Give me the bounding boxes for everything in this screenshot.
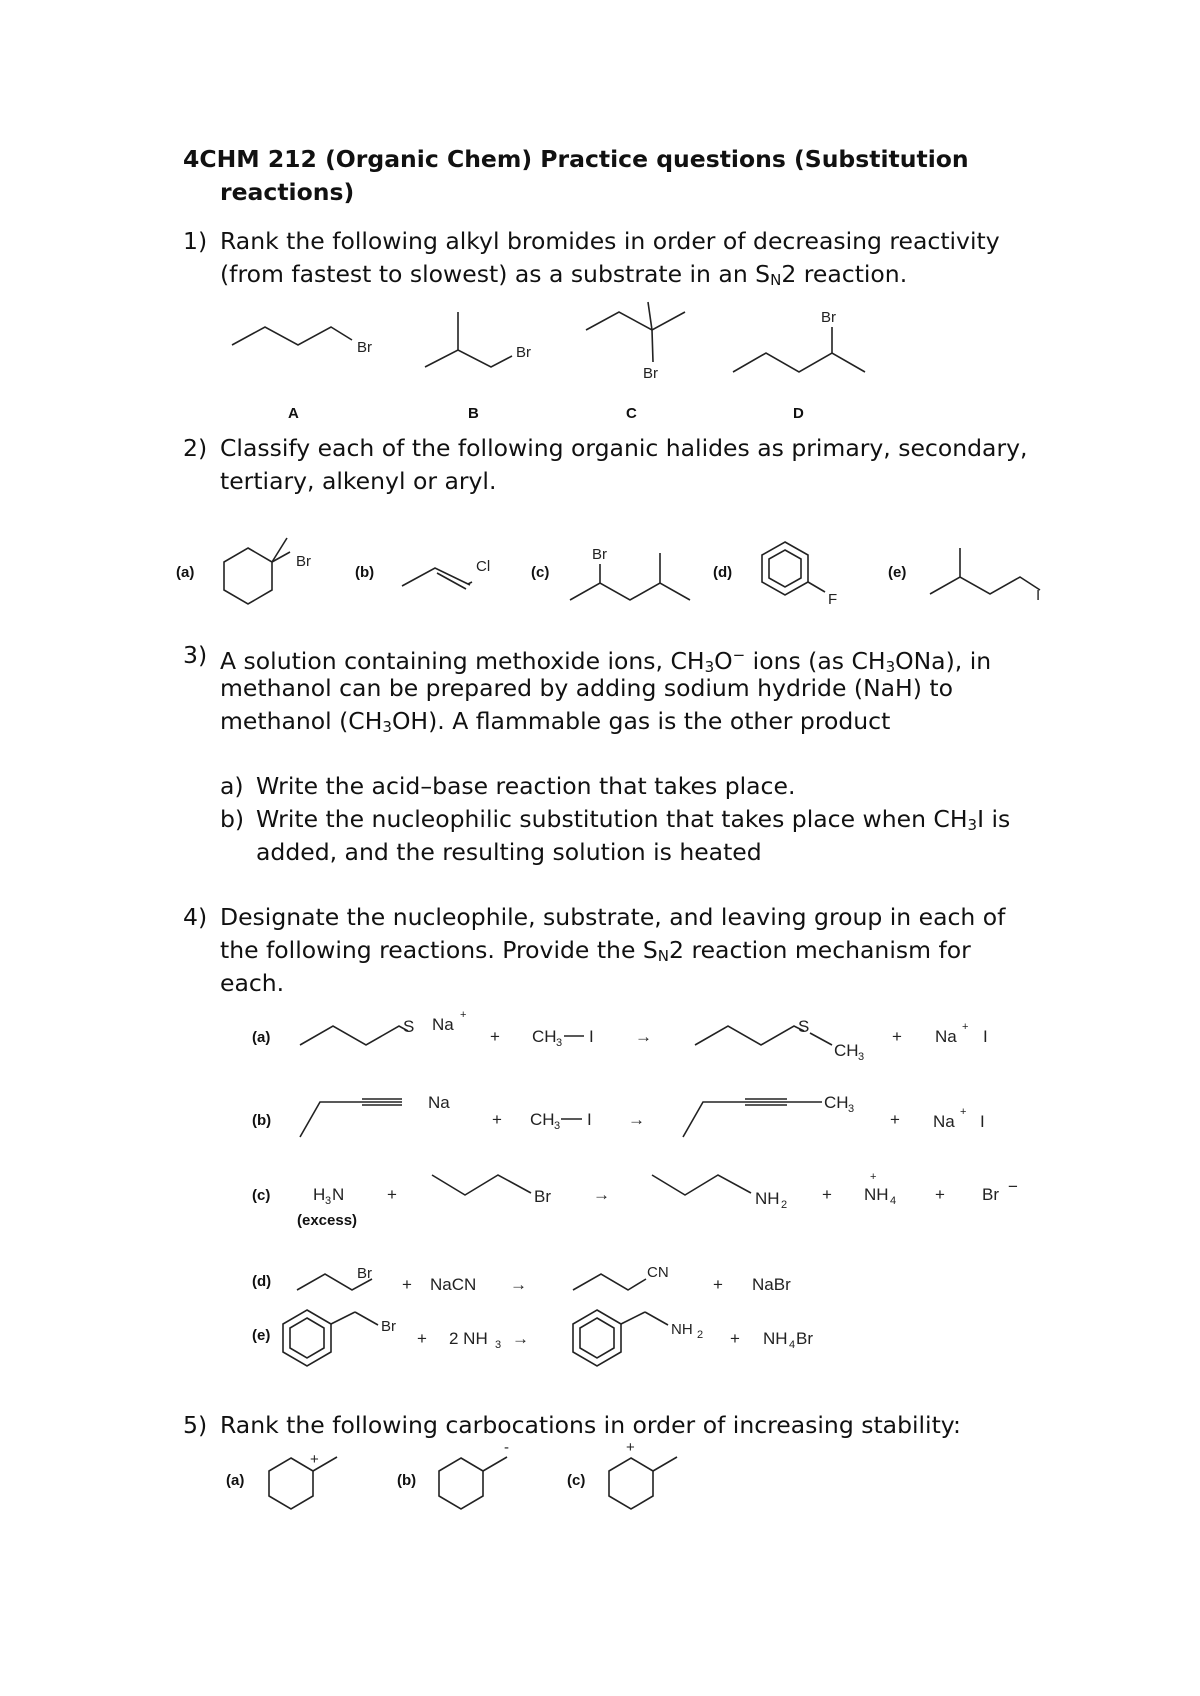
q4c-ammonia: H xyxy=(313,1185,326,1204)
q1-a-br: Br xyxy=(357,339,372,356)
q4b-plus-2: + xyxy=(890,1110,900,1129)
svg-text:2: 2 xyxy=(781,1199,788,1211)
q4-text-line1: Designate the nucleophile, substrate, and leaving group in each of xyxy=(220,903,1006,931)
svg-text:3: 3 xyxy=(325,1195,332,1207)
q4a-ch3: CH xyxy=(532,1027,557,1046)
q4d-arrow: → xyxy=(510,1275,527,1294)
q1-label-d: D xyxy=(793,405,804,422)
q4a-sodium: Na xyxy=(432,1015,454,1034)
q2-structure-b xyxy=(355,558,490,589)
svg-text:3: 3 xyxy=(556,1037,563,1049)
svg-text:2: 2 xyxy=(697,1329,704,1341)
q4-label-d: (d) xyxy=(252,1273,272,1290)
q1-c-br: Br xyxy=(643,365,658,382)
q4a-sulfur: S xyxy=(403,1017,415,1036)
q3a-text: Write the acid–base reaction that takes place. xyxy=(256,772,796,800)
svg-text:3: 3 xyxy=(554,1120,561,1132)
q1-text-line2: (from fastest to slowest) as a substrate in an $S_N2$ reaction. xyxy=(220,260,908,289)
page-title-cont: reactions) xyxy=(220,178,355,206)
q5-label-a: (a) xyxy=(226,1472,245,1489)
q4e-nh3: 2 NH xyxy=(449,1329,488,1348)
svg-text:+: + xyxy=(460,1009,467,1021)
svg-text:Br: Br xyxy=(796,1329,813,1348)
q5-structure-c xyxy=(567,1439,677,1509)
q4d-nabr: NaBr xyxy=(752,1275,791,1294)
q1-b-br: Br xyxy=(516,344,531,361)
q4a-plus-2: + xyxy=(892,1027,902,1046)
svg-text:NH: NH xyxy=(755,1189,780,1208)
q2-text-line1: Classify each of the following organic halides as primary, secondary, xyxy=(220,434,1028,462)
q2-a-br: Br xyxy=(296,553,311,570)
q1-number: 1) xyxy=(183,227,208,255)
q3-text-line3: methanol $(CH_3OH)$. A flammable gas is the other product xyxy=(220,707,891,736)
q5-structure-a xyxy=(226,1451,337,1509)
svg-text:CH: CH xyxy=(530,1110,555,1129)
q4a-iodide: I xyxy=(589,1027,594,1046)
svg-text:+: + xyxy=(960,1106,967,1118)
q2-label-c: (c) xyxy=(531,564,550,581)
q3-number: 3) xyxy=(183,641,208,669)
q4-reaction-e xyxy=(252,1310,813,1366)
q4e-plus-2: + xyxy=(730,1329,740,1348)
svg-text:CH: CH xyxy=(834,1041,859,1060)
q5-text-line1: Rank the following carbocations in order of increasing stability: xyxy=(220,1411,961,1439)
q5-a-charge: + xyxy=(310,1451,319,1468)
q2-structure-c xyxy=(531,546,690,600)
svg-text:Na: Na xyxy=(935,1027,957,1046)
q4-label-b: (b) xyxy=(252,1112,272,1129)
q4-label-a: (a) xyxy=(252,1029,271,1046)
q4a-plus-1: + xyxy=(490,1027,500,1046)
q5-structure-b xyxy=(397,1439,509,1509)
svg-text:3: 3 xyxy=(858,1051,865,1063)
q1-d-br: Br xyxy=(821,309,836,326)
q4c-arrow: → xyxy=(593,1185,610,1204)
q2-label-d: (d) xyxy=(713,564,733,581)
svg-text:CN: CN xyxy=(647,1264,669,1281)
q4c-excess: (excess) xyxy=(297,1212,358,1229)
q4-reaction-d xyxy=(252,1264,791,1294)
svg-text:S: S xyxy=(798,1017,810,1036)
q4-reaction-a xyxy=(252,1009,988,1063)
q4b-sodium: Na xyxy=(428,1093,450,1112)
q5-b-charge: - xyxy=(504,1439,509,1456)
q4-label-c: (c) xyxy=(252,1187,271,1204)
q4c-plus-1: + xyxy=(387,1185,397,1204)
q2-c-br: Br xyxy=(592,546,607,563)
q2-structure-a xyxy=(176,538,311,604)
q2-text-line2: tertiary, alkenyl or aryl. xyxy=(220,467,497,495)
svg-text:Na: Na xyxy=(933,1112,955,1131)
svg-text:NH: NH xyxy=(671,1321,693,1338)
q3a-label: a) xyxy=(220,772,244,800)
svg-text:3: 3 xyxy=(495,1339,502,1351)
svg-text:CH: CH xyxy=(824,1093,849,1112)
q2-label-e: (e) xyxy=(888,564,907,581)
q1-structure-d xyxy=(733,309,865,422)
q1-label-a: A xyxy=(288,405,299,422)
q2-label-b: (b) xyxy=(355,564,375,581)
q4e-arrow: → xyxy=(512,1329,529,1348)
q3-text-line2: methanol can be prepared by adding sodium hydride (NaH) to xyxy=(220,674,953,702)
q1-label-b: B xyxy=(468,405,479,422)
q4d-plus-2: + xyxy=(713,1275,723,1294)
q2-b-cl: Cl xyxy=(476,558,491,575)
q3b-label: b) xyxy=(220,805,245,833)
svg-text:4: 4 xyxy=(789,1339,796,1351)
q5-number: 5) xyxy=(183,1411,208,1439)
q2-d-f: F xyxy=(828,591,838,608)
q4-number: 4) xyxy=(183,903,208,931)
q4c-plus-2: + xyxy=(822,1185,832,1204)
q4-reaction-b xyxy=(252,1093,985,1137)
q4-text-line2: the following reactions. Provide the $S_N2$ reaction mechanism for xyxy=(220,936,971,965)
q3b-text: Write the nucleophilic substitution that takes place when $CH_3I$ is xyxy=(256,805,1011,834)
q2-structure-d xyxy=(713,542,837,608)
q3-text-line1: A solution containing methoxide ions, $CH_3O^-$ ions (as $CH_3ONa$), in xyxy=(220,646,992,676)
q4b-arrow: → xyxy=(628,1110,645,1129)
svg-text:Br: Br xyxy=(381,1318,396,1335)
q4c-ammonium: NH xyxy=(864,1185,889,1204)
q2-structure-e xyxy=(888,548,1040,604)
q4d-plus-1: + xyxy=(402,1275,412,1294)
q4c-plus-3: + xyxy=(935,1185,945,1204)
q4d-nacn: NaCN xyxy=(430,1275,477,1294)
svg-text:3: 3 xyxy=(848,1103,855,1115)
svg-text:I: I xyxy=(587,1110,592,1129)
q1-label-c: C xyxy=(626,405,637,422)
svg-text:Br: Br xyxy=(982,1185,999,1204)
q2-number: 2) xyxy=(183,434,208,462)
svg-text:+: + xyxy=(962,1021,969,1033)
svg-text:−: − xyxy=(1008,1177,1018,1196)
q2-e-i: I xyxy=(1036,587,1041,604)
q3b-text-line2: added, and the resulting solution is heated xyxy=(256,838,762,866)
q1-structure-b xyxy=(425,312,531,422)
q4c-bromide: Br xyxy=(534,1187,551,1206)
page-title: 4CHM 212 (Organic Chem) Practice questions (Substitution xyxy=(183,145,969,173)
q4b-plus-1: + xyxy=(492,1110,502,1129)
q4a-arrow: → xyxy=(635,1027,652,1046)
q4-reaction-c xyxy=(252,1171,1018,1229)
svg-text:Br: Br xyxy=(357,1265,372,1282)
svg-text:I: I xyxy=(980,1112,985,1131)
svg-text:N: N xyxy=(332,1185,345,1204)
svg-text:I: I xyxy=(983,1027,988,1046)
q4-text-line3: each. xyxy=(220,969,285,997)
q4-label-e: (e) xyxy=(252,1327,271,1344)
q2-label-a: (a) xyxy=(176,564,195,581)
q4e-plus-1: + xyxy=(417,1329,427,1348)
q1-structure-c xyxy=(586,302,685,422)
svg-text:4: 4 xyxy=(890,1195,897,1207)
q4e-nh4br: NH xyxy=(763,1329,788,1348)
q5-label-c: (c) xyxy=(567,1472,586,1489)
q5-c-charge: + xyxy=(626,1439,635,1456)
svg-text:+: + xyxy=(870,1171,877,1183)
q5-label-b: (b) xyxy=(397,1472,417,1489)
q1-structure-a xyxy=(232,327,372,422)
q1-text-line1: Rank the following alkyl bromides in order of decreasing reactivity xyxy=(220,227,1000,255)
